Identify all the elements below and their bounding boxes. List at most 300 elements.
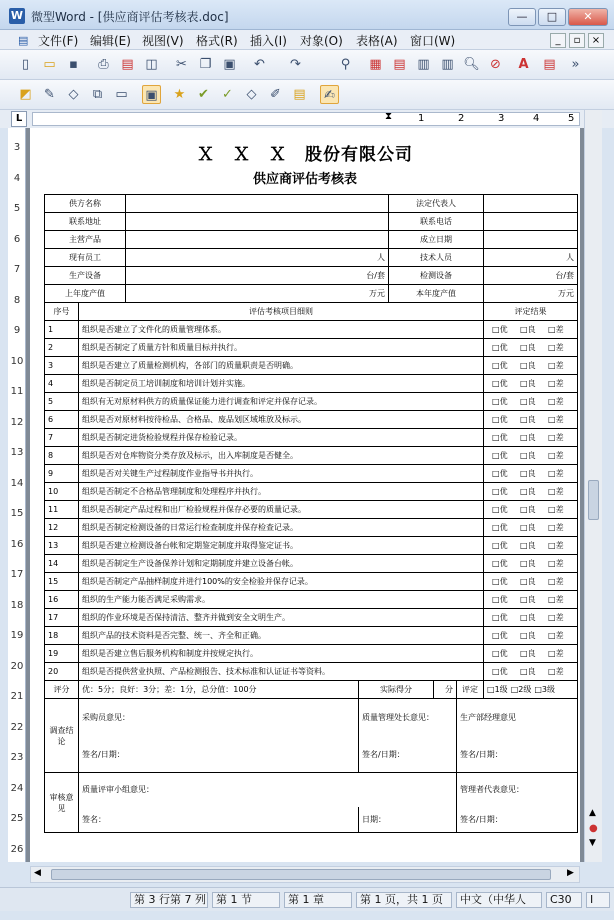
vruler-mark: 22 [10,721,24,733]
item-number[interactable]: 16 [45,591,79,609]
item-text[interactable]: 组织是否建立了质量检测机构，各部门的质量职责是否明确。 [79,357,484,375]
vruler-mark: 21 [10,691,24,702]
prev-page-icon[interactable]: ▲ [589,808,596,818]
option-poor-checkbox[interactable]: □差 [548,487,564,496]
more-tools-icon[interactable]: » [571,57,580,72]
doc-close-button[interactable]: × [588,33,604,48]
vruler-mark: 13 [10,447,24,458]
option-excellent-checkbox[interactable]: □优 [492,523,508,532]
header-cell[interactable]: 评定结果 [484,303,578,321]
option-excellent-checkbox[interactable]: □优 [492,343,508,352]
buyer-sign[interactable]: 签名/日期： [79,737,359,773]
info-label[interactable]: 检测设备 [389,267,484,285]
option-excellent-checkbox[interactable]: □优 [492,487,508,496]
team-opinion[interactable]: 质量评审小组意见： [79,773,457,807]
item-text[interactable]: 组织是否制定不合格品管理制度和处理程序并执行。 [79,483,484,501]
option-poor-checkbox[interactable]: □差 [548,343,564,352]
item-result[interactable] [484,429,578,447]
option-poor-checkbox[interactable]: □差 [548,415,564,424]
production-sign[interactable]: 签名/日期： [457,737,578,773]
item-result[interactable] [484,465,578,483]
document-title: 供应商评估考核表 [252,172,357,187]
print-icon[interactable]: ⎙ [98,57,109,72]
info-label[interactable]: 技术人员 [389,249,484,267]
option-poor-checkbox[interactable]: □差 [548,523,564,532]
item-result[interactable] [484,357,578,375]
company-name: Ｘ Ｘ Ｘ 股份有限公司 [197,145,413,165]
score-rule[interactable]: 优：5分；良好：3分；差：1分，总分值：100分 [79,681,359,699]
grade3-checkbox[interactable]: □3级 [534,685,555,694]
rating-label[interactable]: 评定 [457,681,484,699]
minimize-button[interactable]: — [508,8,536,26]
table-row [45,447,578,465]
format-icon[interactable]: ▤ [543,57,556,72]
item-text[interactable]: 组织的作业环境是否保持清洁、整齐并做到安全文明生产。 [79,609,484,627]
vruler-mark: 12 [10,416,24,428]
team-sign[interactable]: 签名： [79,807,359,833]
info-row [45,195,578,213]
item-number[interactable]: 14 [45,555,79,573]
option-poor-checkbox[interactable]: □差 [548,397,564,406]
info-value[interactable]: 万元 [484,285,578,303]
option-poor-checkbox[interactable]: □差 [548,631,564,640]
app-icon: W [10,9,24,22]
menu-object[interactable]: 对象(O) [300,34,343,48]
zoom-icon[interactable]: 🔍︎ [463,57,480,72]
table-row [45,537,578,555]
vruler-mark: 18 [10,599,24,611]
arrange-icon[interactable]: ▭ [115,87,128,102]
item-result[interactable] [484,411,578,429]
item-text[interactable]: 组织是否提供营业执照、产品检测报告、技术标准和认证证书等资料。 [79,663,484,681]
vruler-mark: 19 [10,630,24,641]
item-text[interactable]: 组织是否建立售后服务机构和制度并按规定执行。 [79,645,484,663]
actual-score-label[interactable]: 实际得分 [359,681,434,699]
item-number[interactable]: 17 [45,609,79,627]
table-row [45,465,578,483]
info-label[interactable]: 法定代表人 [389,195,484,213]
option-poor-checkbox[interactable]: □差 [548,469,564,478]
tab-selector[interactable]: L [11,111,27,127]
undo-icon[interactable]: ↶ [254,57,265,72]
production-opinion[interactable]: 生产部经理意见 [457,699,578,737]
option-good-checkbox[interactable]: □良 [520,613,536,622]
option-good-checkbox[interactable]: □良 [520,361,536,370]
table-row [45,339,578,357]
pdf-icon[interactable]: ▤ [121,57,134,72]
rep-opinion[interactable]: 管理者代表意见： [457,773,578,807]
vruler-mark: 25 [10,813,24,824]
item-result[interactable] [484,321,578,339]
maximize-button[interactable]: □ [538,8,566,26]
status-bar [0,887,614,911]
item-result[interactable] [484,519,578,537]
insert-shape-icon[interactable]: ◩ [19,87,32,102]
item-result[interactable] [484,537,578,555]
item-number[interactable]: 8 [45,447,79,465]
grade2-checkbox[interactable]: □2级 [510,685,532,694]
item-result[interactable] [484,609,578,627]
info-value[interactable] [126,195,389,213]
status-section: 第 1 节 [212,892,280,908]
option-good-checkbox[interactable]: □良 [520,325,536,334]
option-poor-checkbox[interactable]: □差 [548,595,564,604]
item-number[interactable]: 5 [45,393,79,411]
option-good-checkbox[interactable]: □良 [520,595,536,604]
item-number[interactable]: 11 [45,501,79,519]
option-good-checkbox[interactable]: □良 [520,379,536,388]
option-good-checkbox[interactable]: □良 [520,505,536,514]
item-text[interactable]: 组织是否对仓库物资分类存放及标示，出入库制度是否健全。 [79,447,484,465]
table-row [45,501,578,519]
option-excellent-checkbox[interactable]: □优 [492,325,508,334]
item-text[interactable]: 组织是否制定了质量方针和质量目标并执行。 [79,339,484,357]
option-excellent-checkbox[interactable]: □优 [492,415,508,424]
vruler-mark: 8 [13,294,21,306]
preview-icon[interactable]: ◫ [145,57,158,72]
option-poor-checkbox[interactable]: □差 [548,379,564,388]
rep-sign[interactable]: 签名/日期： [457,807,578,833]
vruler-mark: 20 [10,660,24,672]
item-result[interactable] [484,663,578,681]
vruler-mark: 15 [10,508,24,519]
horizontal-ruler[interactable] [32,112,580,126]
option-excellent-checkbox[interactable]: □优 [492,595,508,604]
option-excellent-checkbox[interactable]: □优 [492,397,508,406]
item-number[interactable]: 13 [45,537,79,555]
info-label[interactable]: 联系地址 [45,213,126,231]
table-row [45,609,578,627]
option-good-checkbox[interactable]: □良 [520,415,536,424]
item-number[interactable]: 2 [45,339,79,357]
vruler-mark: 11 [10,386,24,397]
option-poor-checkbox[interactable]: □差 [548,667,564,676]
info-value[interactable] [484,195,578,213]
menu-insert[interactable]: 插入(I) [250,34,287,48]
info-value[interactable] [484,213,578,231]
info-value[interactable]: 台/套 [126,267,389,285]
menu-format[interactable]: 格式(R) [196,34,238,48]
vruler-mark: 17 [10,569,24,580]
horizontal-scrollbar[interactable] [30,866,580,883]
scroll-left-icon[interactable]: ◀ [34,868,41,878]
option-excellent-checkbox[interactable]: □优 [492,433,508,442]
grade-options[interactable] [484,681,578,699]
item-number[interactable]: 9 [45,465,79,483]
item-text[interactable]: 组织是否制定员工培训制度和培训计划并实施。 [79,375,484,393]
vruler-mark: 7 [13,264,21,275]
info-value[interactable]: 人 [484,249,578,267]
status-column: C30 [546,892,582,908]
menu-edit[interactable]: 编辑(E) [90,34,131,48]
option-poor-checkbox[interactable]: □差 [548,541,564,550]
option-excellent-checkbox[interactable]: □优 [492,649,508,658]
grade1-checkbox[interactable]: □1级 [487,685,508,694]
horizontal-ruler-row [0,110,614,128]
item-text[interactable]: 组织是否制定产品抽样制度并进行100%的安全检验并保存记录。 [79,573,484,591]
item-result[interactable] [484,591,578,609]
info-label[interactable]: 生产设备 [45,267,126,285]
option-good-checkbox[interactable]: □良 [520,577,536,586]
header-cell[interactable]: 评估考核项目细则 [79,303,484,321]
audit-label[interactable]: 审核意见 [45,773,79,833]
scroll-right-icon[interactable]: ▶ [567,868,574,878]
browse-object-icon[interactable]: ● [589,823,598,834]
info-value[interactable] [484,231,578,249]
survey-row [45,699,578,737]
item-result[interactable] [484,573,578,591]
table-row [45,573,578,591]
item-number[interactable]: 12 [45,519,79,537]
info-label[interactable]: 供方名称 [45,195,126,213]
option-excellent-checkbox[interactable]: □优 [492,361,508,370]
item-number[interactable]: 20 [45,663,79,681]
info-label[interactable]: 成立日期 [389,231,484,249]
info-label[interactable]: 上年度产值 [45,285,126,303]
vruler-mark: 3 [13,142,21,153]
vruler-mark: 26 [10,843,24,855]
eraser-icon[interactable]: ◇ [246,87,257,102]
item-result[interactable] [484,393,578,411]
option-poor-checkbox[interactable]: □差 [548,451,564,460]
status-page: 第 1 页，共 1 页 [356,892,452,908]
item-text[interactable]: 组织产品的技术资料是否完整、统一、齐全和正确。 [79,627,484,645]
indent-marker-icon[interactable]: ⧗ [385,111,393,122]
option-poor-checkbox[interactable]: □差 [548,649,564,658]
ruler-mark: 2 [458,113,465,124]
menu-view[interactable]: 视图(V) [142,34,184,48]
info-row [45,249,578,267]
score-unit[interactable]: 分 [434,681,457,699]
option-good-checkbox[interactable]: □良 [520,433,536,442]
item-text[interactable]: 组织是否对原材料按待检品、合格品、废品划区域堆放及标示。 [79,411,484,429]
columns-icon[interactable]: ▥ [441,57,454,72]
vruler-mark: 16 [10,538,24,550]
table-row [45,663,578,681]
option-excellent-checkbox[interactable]: □优 [492,559,508,568]
vruler-mark: 5 [13,203,21,214]
vruler-mark: 9 [13,325,21,336]
mark-check-icon[interactable]: ✓ [222,87,233,102]
item-text[interactable]: 组织是否对关键生产过程制度作业指导书并执行。 [79,465,484,483]
option-poor-checkbox[interactable]: □差 [548,559,564,568]
document-page[interactable] [30,128,580,862]
option-good-checkbox[interactable]: □良 [520,667,536,676]
open-icon[interactable]: ▭ [43,57,56,72]
items-header-row [45,303,578,321]
option-poor-checkbox[interactable]: □差 [548,505,564,514]
item-number[interactable]: 4 [45,375,79,393]
info-row [45,231,578,249]
menu-file[interactable]: 文件(F) [38,34,79,48]
table-row [45,645,578,663]
status-mode: I [586,892,610,908]
option-good-checkbox[interactable]: □良 [520,451,536,460]
item-text[interactable]: 组织是否制定产品过程和出厂检验规程并保存必要的质量记录。 [79,501,484,519]
info-label[interactable]: 联系电话 [389,213,484,231]
calendar-icon[interactable]: ▦ [369,57,382,72]
standard-toolbar [0,50,614,80]
info-value[interactable]: 人 [126,249,389,267]
option-good-checkbox[interactable]: □良 [520,631,536,640]
vruler-mark: 24 [10,782,24,794]
qa-opinion[interactable]: 质量管理处长意见： [359,699,457,737]
item-number[interactable]: 10 [45,483,79,501]
option-excellent-checkbox[interactable]: □优 [492,541,508,550]
item-text[interactable]: 组织有无对原材料供方的质量保证能力进行调查和评定并保存记录。 [79,393,484,411]
table-row [45,627,578,645]
item-text[interactable]: 组织是否建立检测设备台帐和定期鉴定制度并取得鉴定证书。 [79,537,484,555]
option-good-checkbox[interactable]: □良 [520,541,536,550]
vertical-ruler[interactable] [8,128,26,862]
info-label[interactable]: 主营产品 [45,231,126,249]
cut-icon[interactable]: ✂ [176,57,187,72]
qa-sign[interactable]: 签名/日期： [359,737,457,773]
spellcheck-icon[interactable]: ⊘ [490,57,501,72]
info-row [45,213,578,231]
table-row [45,429,578,447]
edit-note-icon[interactable]: ▤ [293,87,306,102]
evaluation-table [44,194,578,833]
signature-icon[interactable]: ✍ [320,85,339,104]
next-page-icon[interactable]: ▼ [589,838,596,848]
ruler-mark: 5 [568,113,575,124]
ruler-mark: 4 [533,113,540,124]
new-icon[interactable]: ▯ [21,57,30,72]
score-row [45,681,578,699]
font-color-icon[interactable]: A [518,57,529,72]
window-title: 微型Word - [供应商评估考核表.doc] [31,10,229,24]
item-number[interactable]: 18 [45,627,79,645]
info-value[interactable] [126,231,389,249]
item-result[interactable] [484,501,578,519]
item-number[interactable]: 7 [45,429,79,447]
option-poor-checkbox[interactable]: □差 [548,613,564,622]
item-text[interactable]: 组织是否制定进货检验规程并保存检验记录。 [79,429,484,447]
status-language: 中文（中华人 [456,892,542,908]
vertical-scrollbar[interactable] [584,110,602,862]
doc-icon: ▤ [18,34,29,47]
item-number[interactable]: 6 [45,411,79,429]
option-poor-checkbox[interactable]: □差 [548,325,564,334]
pen-icon[interactable]: ✐ [270,87,281,102]
item-number[interactable]: 15 [45,573,79,591]
item-result[interactable] [484,339,578,357]
item-text[interactable]: 组织是否建立了文件化的质量管理体系。 [79,321,484,339]
doc-minimize-button[interactable]: _ [550,33,566,48]
doc-restore-button[interactable]: ▫ [569,33,585,48]
vruler-mark: 10 [10,355,24,367]
team-date[interactable]: 日期： [359,807,457,833]
option-poor-checkbox[interactable]: □差 [548,361,564,370]
option-good-checkbox[interactable]: □良 [520,559,536,568]
info-label[interactable]: 本年度产值 [389,285,484,303]
option-poor-checkbox[interactable]: □差 [548,577,564,586]
option-good-checkbox[interactable]: □良 [520,469,536,478]
item-number[interactable]: 19 [45,645,79,663]
option-good-checkbox[interactable]: □良 [520,343,536,352]
info-value[interactable]: 万元 [126,285,389,303]
header-cell[interactable]: 序号 [45,303,79,321]
item-text[interactable]: 组织是否制定检测设备的日常运行检查制度并保存检查记录。 [79,519,484,537]
mark-icon[interactable]: ✔ [198,87,209,102]
item-number[interactable]: 1 [45,321,79,339]
option-excellent-checkbox[interactable]: □优 [492,451,508,460]
copy-shape-icon[interactable]: ⧉ [92,87,103,102]
menu-table[interactable]: 表格(A) [356,34,398,48]
hscroll-thumb[interactable] [51,869,551,880]
format-shape-icon[interactable]: ◇ [68,87,79,102]
option-excellent-checkbox[interactable]: □优 [492,577,508,586]
option-excellent-checkbox[interactable]: □优 [492,613,508,622]
audit-sign-row [45,807,578,833]
edit-icon[interactable]: ✎ [44,87,55,102]
survey-label[interactable]: 调查结论 [45,699,79,773]
info-label[interactable]: 现有员工 [45,249,126,267]
redo-icon[interactable]: ↷ [290,57,301,72]
option-good-checkbox[interactable]: □良 [520,523,536,532]
option-good-checkbox[interactable]: □良 [520,487,536,496]
option-excellent-checkbox[interactable]: □优 [492,469,508,478]
item-result[interactable] [484,375,578,393]
item-result[interactable] [484,447,578,465]
item-result[interactable] [484,555,578,573]
ruler-mark: 1 [418,113,425,124]
document-area [26,128,584,862]
item-result[interactable] [484,645,578,663]
menu-window[interactable]: 窗口(W) [410,34,456,48]
table-row [45,519,578,537]
item-text[interactable]: 组织是否制定生产设备保养计划和定期制度并建立设备台帐。 [79,555,484,573]
table-icon[interactable]: ▤ [393,57,406,72]
copy-icon[interactable]: ❐ [199,57,212,72]
info-value[interactable]: 台/套 [484,267,578,285]
option-excellent-checkbox[interactable]: □优 [492,379,508,388]
vruler-mark: 14 [10,477,24,489]
option-excellent-checkbox[interactable]: □优 [492,505,508,514]
item-text[interactable]: 组织的生产能力能否满足采购需求。 [79,591,484,609]
close-button[interactable]: ✕ [568,8,608,26]
table-row [45,357,578,375]
scroll-thumb[interactable] [588,480,599,520]
page-icon[interactable]: ▥ [417,57,430,72]
object-select-icon[interactable]: ▣ [142,85,161,104]
object-toolbar [0,80,614,110]
star-icon[interactable]: ★ [173,87,186,102]
vruler-mark: 23 [10,752,24,763]
info-row [45,267,578,285]
item-number[interactable]: 3 [45,357,79,375]
option-excellent-checkbox[interactable]: □优 [492,667,508,676]
find-icon[interactable]: ⚲ [340,57,351,72]
table-row [45,321,578,339]
option-good-checkbox[interactable]: □良 [520,649,536,658]
option-poor-checkbox[interactable]: □差 [548,433,564,442]
score-label[interactable]: 评分 [45,681,79,699]
item-result[interactable] [484,483,578,501]
paste-icon[interactable]: ▣ [223,57,236,72]
option-good-checkbox[interactable]: □良 [520,397,536,406]
item-result[interactable] [484,627,578,645]
ruler-mark: 3 [498,113,505,124]
menu-bar [0,30,614,50]
table-row [45,483,578,501]
option-excellent-checkbox[interactable]: □优 [492,631,508,640]
info-value[interactable] [126,213,389,231]
buyer-opinion[interactable]: 采购员意见： [79,699,359,737]
save-icon[interactable]: ▪ [69,57,78,72]
survey-sign-row [45,737,578,773]
